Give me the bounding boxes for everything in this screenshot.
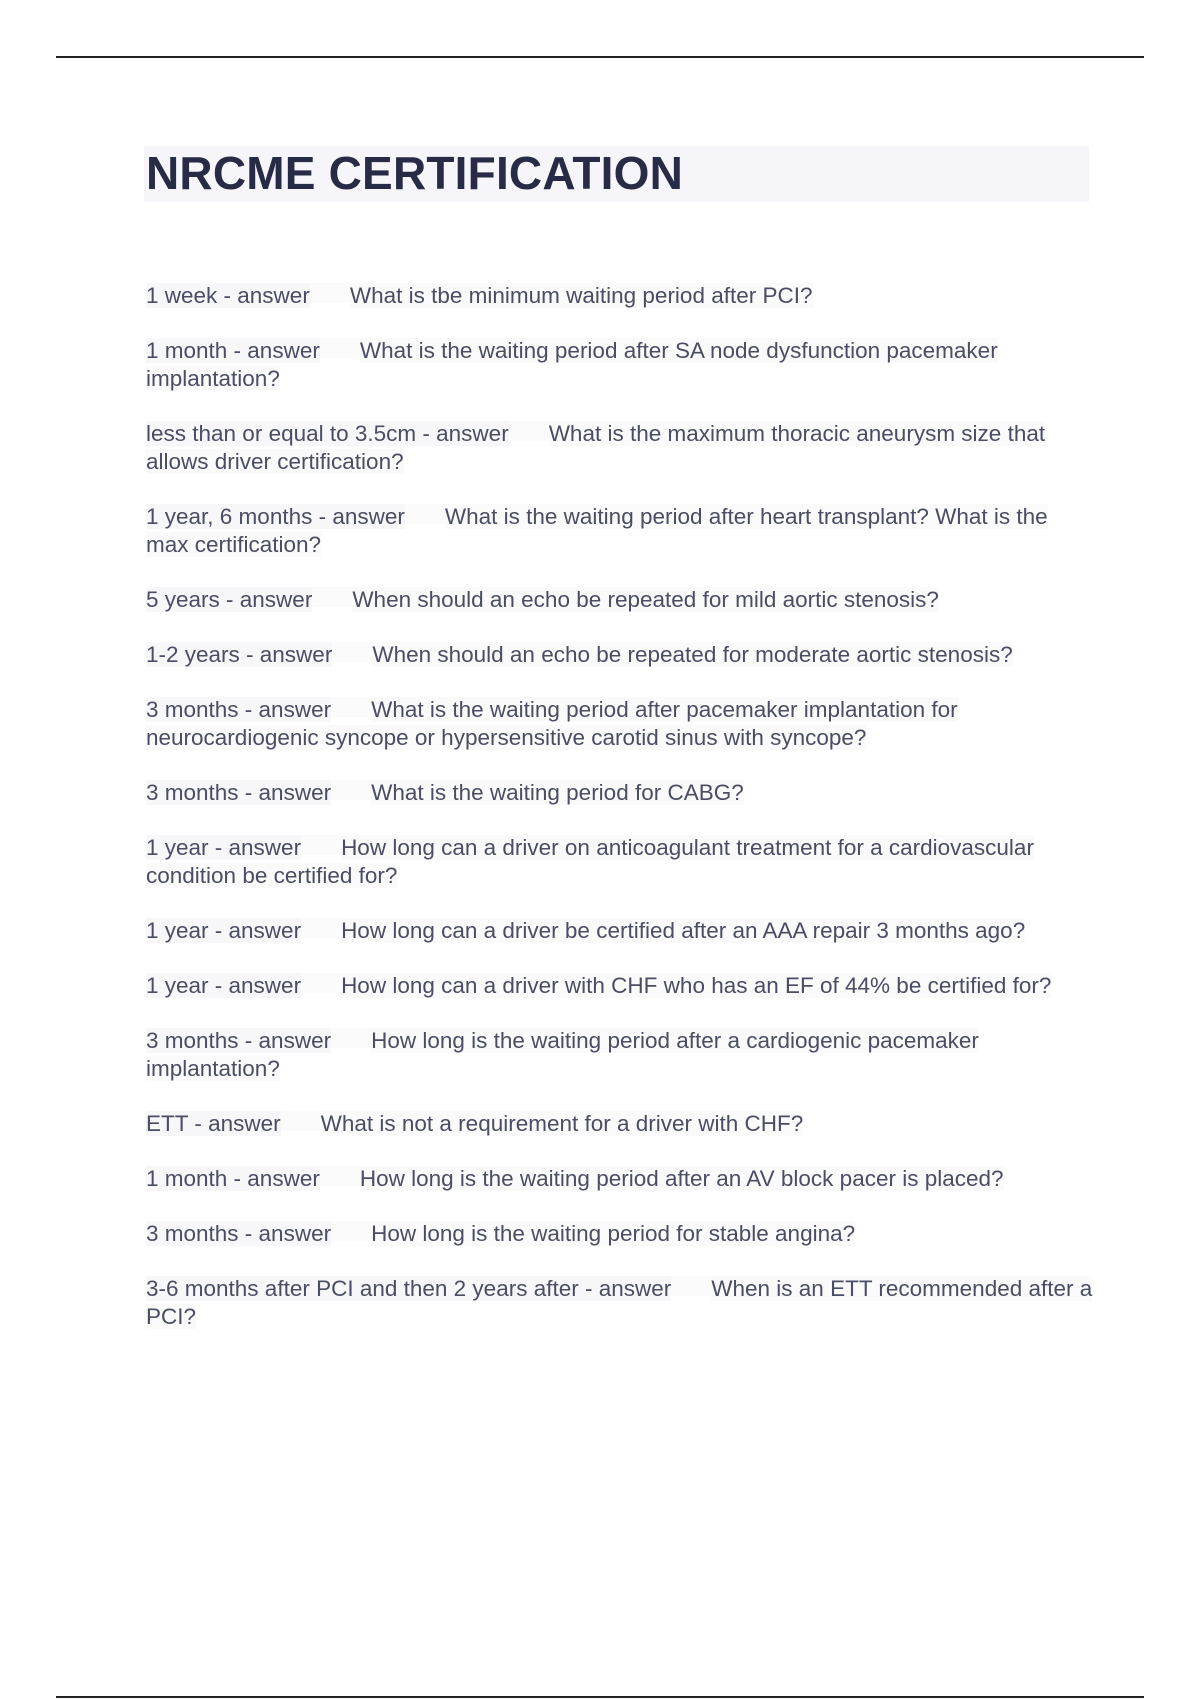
- flashcard: [146, 641, 1096, 669]
- card-separator: [331, 780, 371, 800]
- card-question: What is the waiting period for CABG?: [371, 780, 744, 805]
- flashcard-list: [146, 282, 1096, 1358]
- card-question: What is not a requirement for a driver with CHF?: [320, 1111, 804, 1136]
- card-separator: [332, 642, 372, 662]
- card-separator: [320, 338, 360, 358]
- card-answer: ETT - answer: [146, 1111, 281, 1136]
- card-answer: 1 month - answer: [146, 1166, 320, 1191]
- card-question: What is the maximum thoracic aneurysm size that allows driver certification?: [146, 421, 1046, 474]
- flashcard: [146, 696, 1096, 752]
- flashcard: [146, 586, 1096, 614]
- bottom-rule: [56, 1696, 1144, 1698]
- card-separator: [320, 1166, 360, 1186]
- flashcard: [146, 779, 1096, 807]
- flashcard: [146, 1275, 1096, 1331]
- card-answer: 1 year - answer: [146, 973, 302, 998]
- card-answer: 3 months - answer: [146, 780, 332, 805]
- card-separator: [331, 1221, 371, 1241]
- flashcard: [146, 503, 1096, 559]
- flashcard: [146, 1027, 1096, 1083]
- flashcard: [146, 1110, 1096, 1138]
- card-answer: 1 year, 6 months - answer: [146, 504, 405, 529]
- card-separator: [405, 504, 445, 524]
- card-answer: 1 week - answer: [146, 283, 310, 308]
- card-answer: 1 year - answer: [146, 918, 302, 943]
- card-separator: [671, 1276, 711, 1296]
- card-question: How long is the waiting period for stable angina?: [371, 1221, 856, 1246]
- card-question: What is the waiting period after heart transplant? What is the max certification?: [146, 504, 1048, 557]
- card-question: How long is the waiting period after an AV block pacer is placed?: [359, 1166, 1004, 1191]
- card-answer: 3 months - answer: [146, 1028, 332, 1053]
- card-answer: 3 months - answer: [146, 1221, 332, 1246]
- card-question: How long can a driver be certified after an AAA repair 3 months ago?: [341, 918, 1026, 943]
- card-separator: [331, 1028, 371, 1048]
- card-separator: [301, 918, 341, 938]
- flashcard: [146, 834, 1096, 890]
- card-answer: 5 years - answer: [146, 587, 313, 612]
- card-answer: 1-2 years - answer: [146, 642, 333, 667]
- card-question: What is the waiting period after SA node dysfunction pacemaker implantation?: [146, 338, 998, 391]
- card-separator: [312, 587, 352, 607]
- top-rule: [56, 56, 1144, 58]
- card-answer: 1 year - answer: [146, 835, 302, 860]
- card-question: When should an echo be repeated for moderate aortic stenosis?: [372, 642, 1013, 667]
- card-question: How long can a driver on anticoagulant treatment for a cardiovascular condition be certified for?: [146, 835, 1034, 888]
- flashcard: [146, 1220, 1096, 1248]
- card-answer: 3-6 months after PCI and then 2 years after - answer: [146, 1276, 672, 1301]
- card-separator: [331, 697, 371, 717]
- card-question: When should an echo be repeated for mild aortic stenosis?: [352, 587, 939, 612]
- card-question: What is tbe minimum waiting period after PCI?: [349, 283, 813, 308]
- card-separator: [310, 283, 350, 303]
- card-answer: 3 months - answer: [146, 697, 332, 722]
- card-question: When is an ETT recommended after a PCI?: [146, 1276, 1093, 1329]
- card-question: What is the waiting period after pacemaker implantation for neurocardiogenic syncope or hypersensitive carotid sinus with syncope?: [146, 697, 958, 750]
- card-question: How long is the waiting period after a cardiogenic pacemaker implantation?: [146, 1028, 979, 1081]
- flashcard: [146, 282, 1096, 310]
- card-separator: [509, 421, 549, 441]
- flashcard: [146, 337, 1096, 393]
- card-separator: [301, 835, 341, 855]
- card-separator: [301, 973, 341, 993]
- flashcard: [146, 1165, 1096, 1193]
- flashcard: [146, 420, 1096, 476]
- flashcard: [146, 972, 1096, 1000]
- card-answer: 1 month - answer: [146, 338, 320, 363]
- card-answer: less than or equal to 3.5cm - answer: [146, 421, 509, 446]
- flashcard: [146, 917, 1096, 945]
- card-separator: [281, 1111, 321, 1131]
- document-title: NRCME CERTIFICATION: [146, 147, 684, 199]
- card-question: How long can a driver with CHF who has an EF of 44% be certified for?: [341, 973, 1052, 998]
